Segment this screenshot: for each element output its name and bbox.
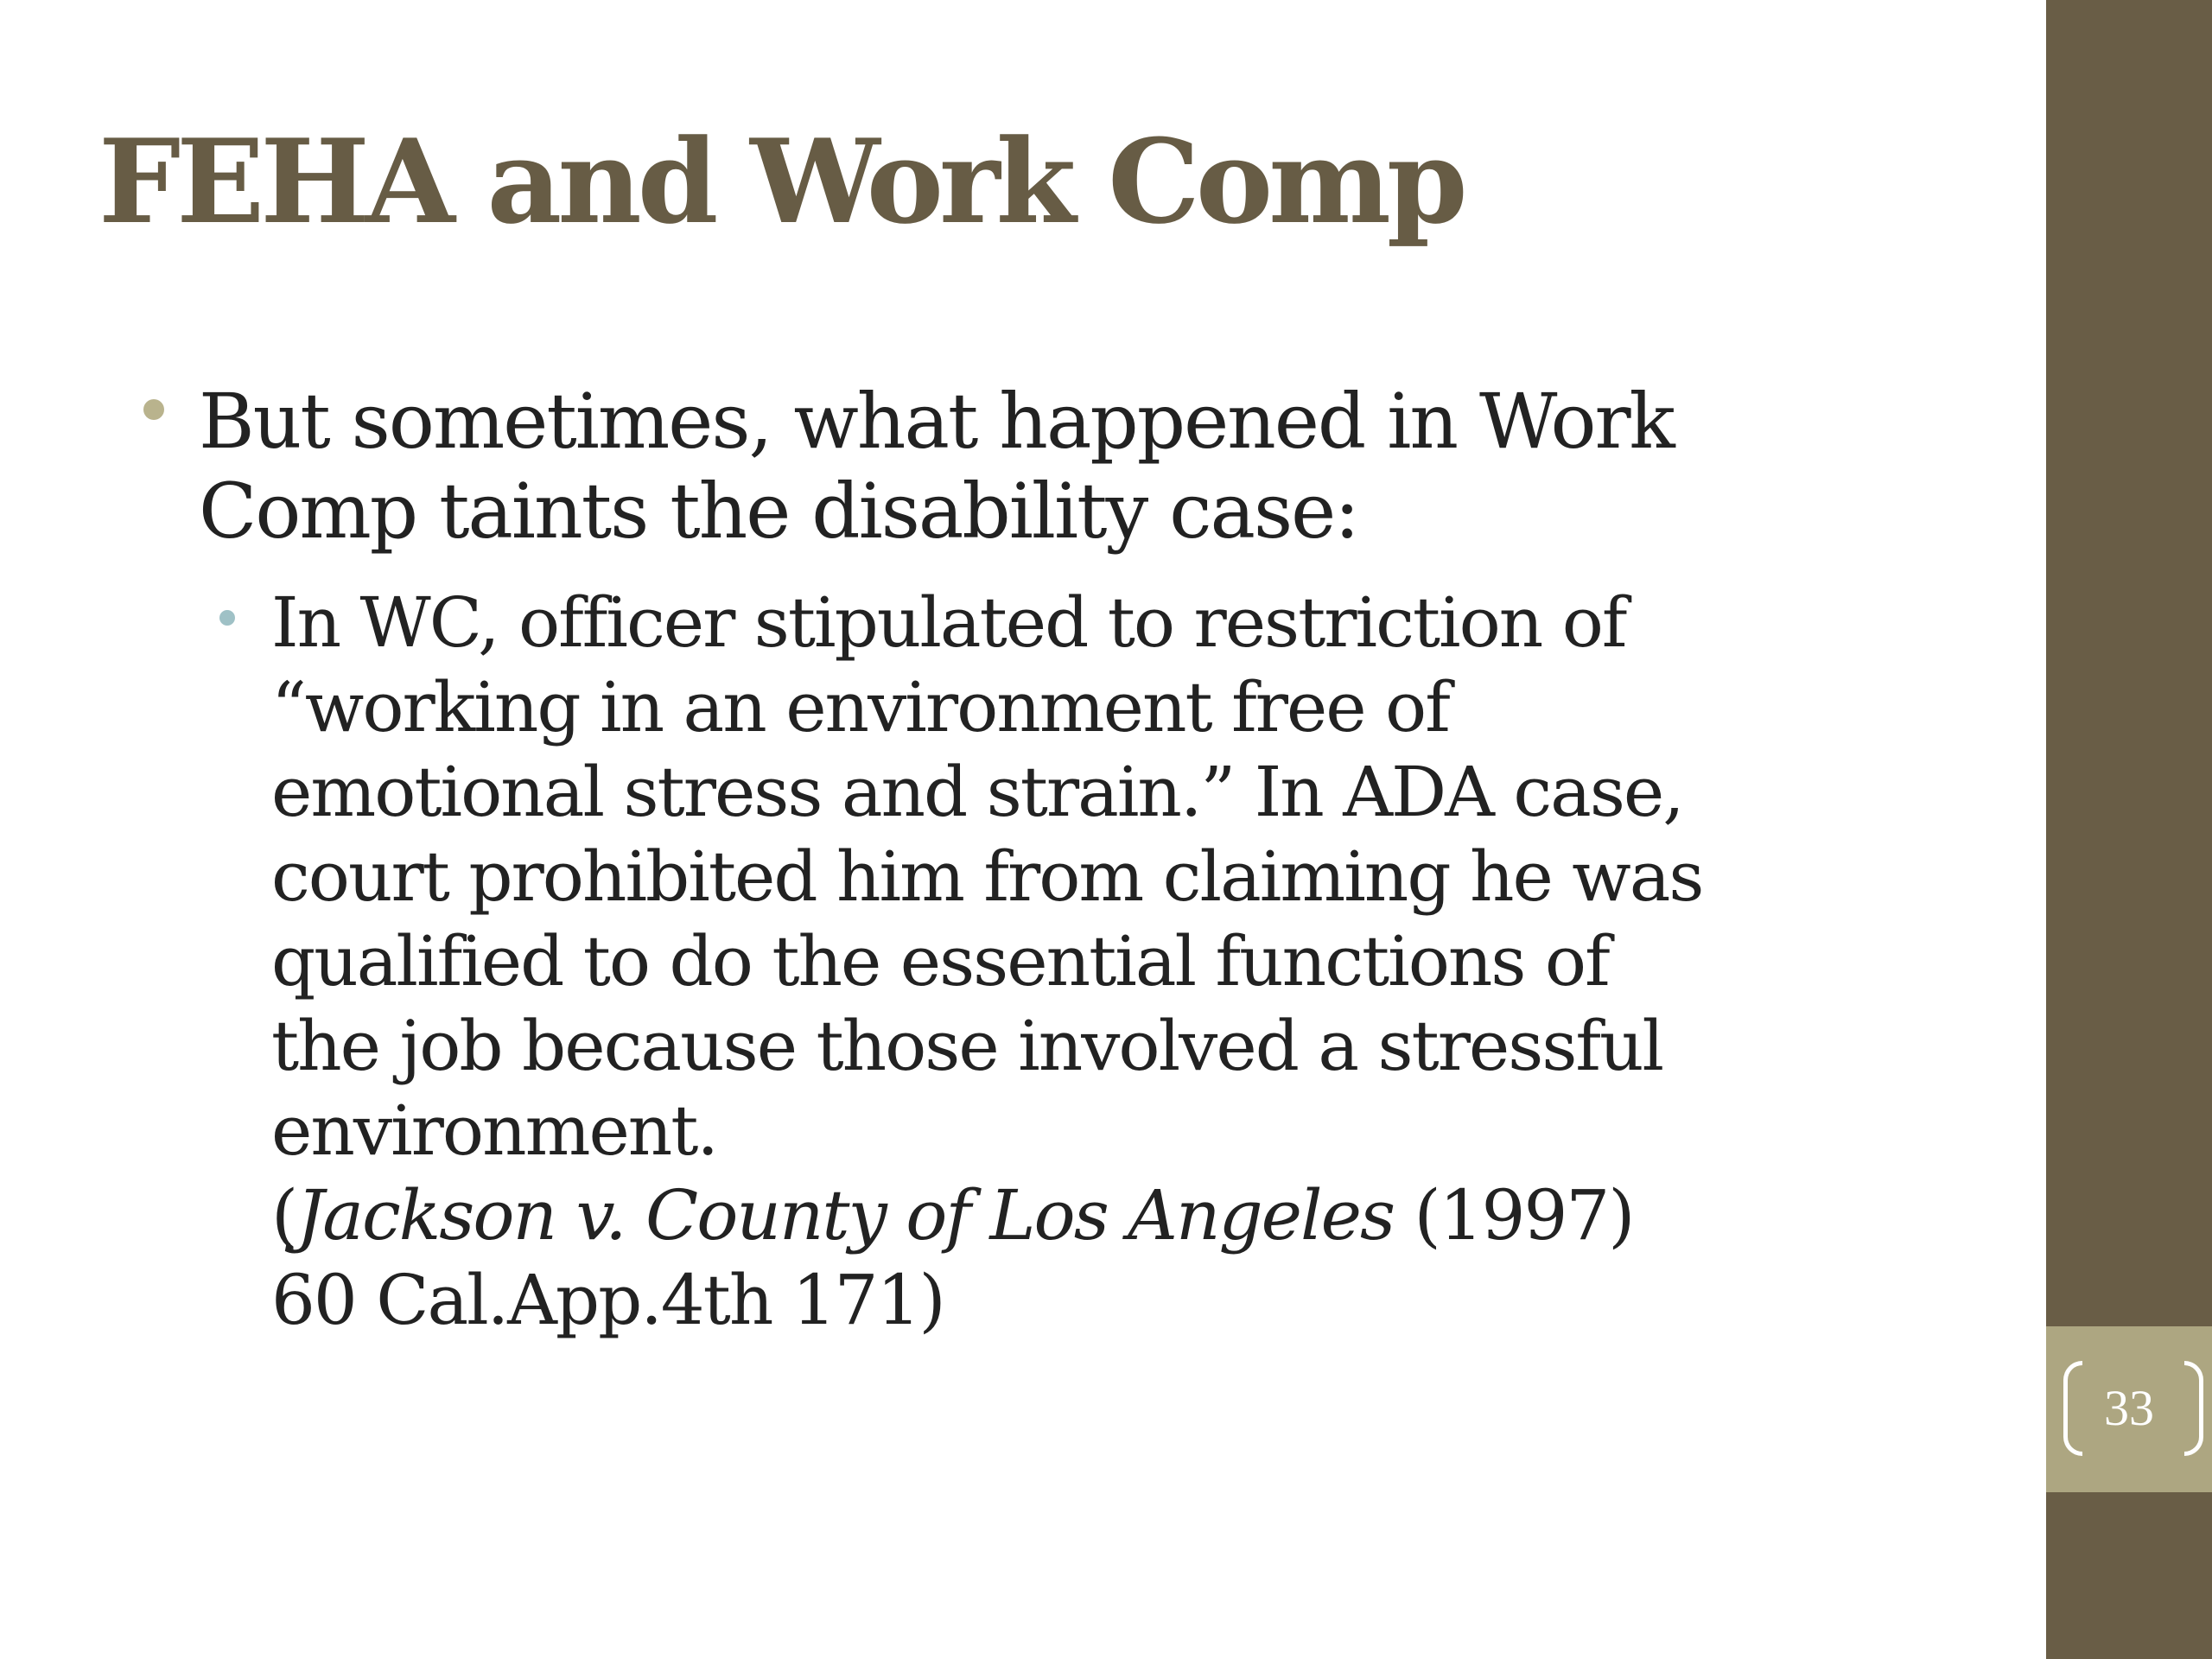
bullet-text — [199, 377, 1970, 556]
bullet-line: Comp taints the disability case: — [199, 467, 1358, 556]
citation-year: (1997) — [1394, 1175, 1634, 1255]
sub-bullet-line: the job because those involved a stressful — [271, 1006, 1663, 1086]
citation-open-paren: ( — [271, 1175, 297, 1255]
sub-bullet-line: “working in an environment free of — [271, 667, 1449, 747]
citation-case-name: Jackson v. County of Los Angeles — [296, 1175, 1395, 1255]
page-number: 33 — [2104, 1380, 2154, 1436]
slide-title: FEHA and Work Comp — [99, 113, 1464, 250]
page-number-box — [2046, 1326, 2212, 1492]
sub-bullet-line: qualified to do the essential functions of — [271, 921, 1609, 1001]
sub-bullet-dot-icon — [219, 610, 235, 626]
citation-line — [271, 1173, 1999, 1258]
sub-bullet-line: environment. — [271, 1090, 717, 1171]
bullet-dot-icon — [143, 399, 164, 420]
sub-bullet-line: emotional stress and strain.” In ADA case, — [271, 752, 1683, 832]
bullet-line: But sometimes, what happened in Work — [199, 377, 1674, 466]
sub-bullet-line: court prohibited him from claiming he was — [271, 836, 1703, 917]
citation-reporter: 60 Cal.App.4th 171) — [271, 1260, 944, 1340]
sub-bullet-text — [271, 581, 1999, 1343]
sub-bullet-line: In WC, officer stipulated to restriction of — [271, 582, 1626, 663]
right-bracket-icon — [2184, 1361, 2203, 1456]
